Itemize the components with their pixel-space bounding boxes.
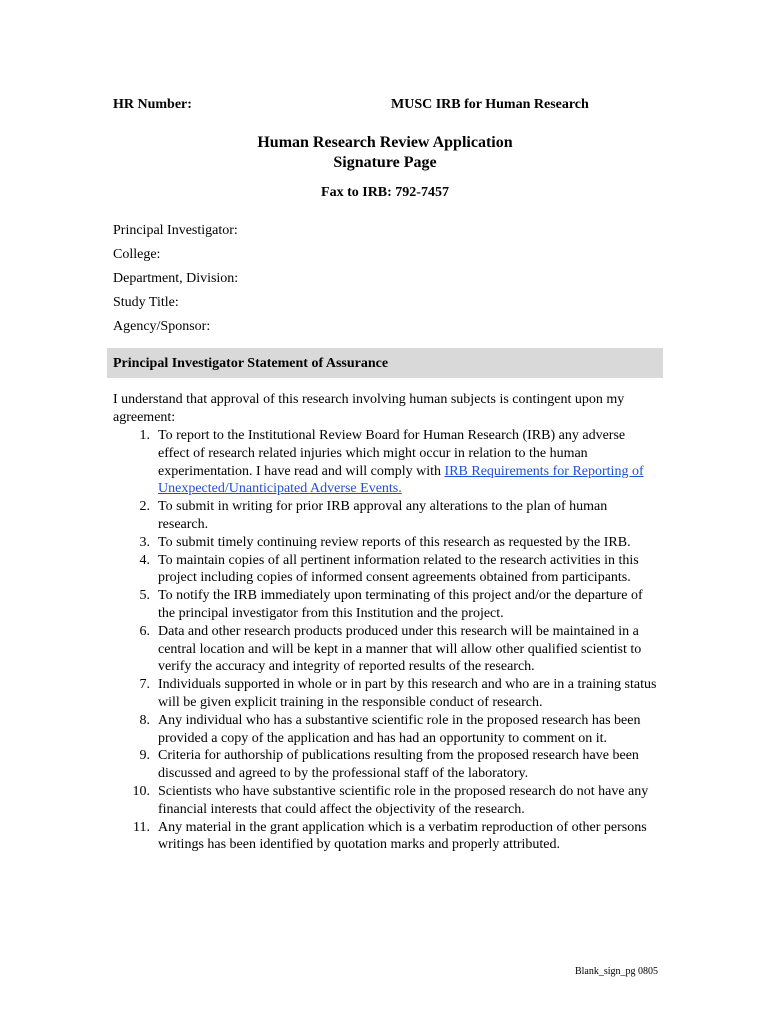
item-number: 3. [139,534,150,550]
item-text: To report to the Institutional Review Board for Human Research (IRB) any adverse effect of research related injuries which might occur in relation to the human experimentation. I have read and will comply with [158,428,626,479]
college-label: College: [113,247,161,262]
principal-investigator-label: Principal Investigator: [113,223,238,238]
item-text: Individuals supported in whole or in part by this research and who are in a training status will be given explicit training in the responsible conduct of research. [158,677,657,710]
item-number: 8. [139,712,150,728]
list-item [113,427,658,498]
item-number: 1. [139,428,150,443]
list-item [113,819,658,855]
list-item [113,534,658,552]
info-fields [113,222,238,342]
title-line-1: Human Research Review Application [257,134,513,151]
item-number: 11. [133,819,150,835]
list-item [113,552,658,588]
list-item [113,587,658,623]
list-item [113,676,658,712]
section-header [107,348,663,378]
study-title-label: Study Title: [113,295,179,310]
item-text: To submit in writing for prior IRB approval any alterations to the plan of human research. [158,499,608,532]
list-item [113,747,658,783]
item-number: 6. [139,623,150,639]
item-text: To notify the IRB immediately upon terminating of this project and/or the departure of the principal investigator from this Institution and the project. [158,588,643,621]
irb-requirements-link[interactable]: IRB Requirements for Reporting of Unexpected/Unanticipated Adverse Events. [158,463,644,497]
item-text: To maintain copies of all pertinent information related to the research activities in this project including copies of informed consent agreements obtained from participants. [158,552,639,586]
item-text: Any material in the grant application which is a verbatim reproduction of other persons writings has been identified by quotation marks and properly attributed. [158,819,647,853]
item-text: Any individual who has a substantive scientific role in the proposed research has been provided a copy of the application and has had an opportunity to comment on it. [158,712,641,746]
list-item [113,783,658,819]
item-text: Data and other research products produced under this research will be maintained in a central location and will be kept in a manner that will allow other qualified scientist to verify the accuracy and integrity of reported results of the research. [158,623,642,675]
fax-number: Fax to IRB: 792-7457 [321,185,449,200]
intro-paragraph: I understand that approval of this research involving human subjects is contingent upon my agreement: [113,392,625,425]
item-number: 9. [139,748,150,764]
item-text: Criteria for authorship of publications resulting from the proposed research have been discussed and agreed to by the professional staff of the laboratory. [158,748,639,782]
assurance-list [113,427,658,854]
list-item [113,623,658,676]
title-line-2: Signature Page [333,154,437,171]
agency-sponsor-label: Agency/Sponsor: [113,319,211,334]
list-item [113,498,658,534]
item-text: To submit timely continuing review reports of this research as requested by the IRB. [158,534,631,550]
organization-name: MUSC IRB for Human Research [391,97,589,112]
item-number: 7. [139,677,150,693]
footer-code: Blank_sign_pg 0805 [574,966,658,977]
list-item [113,712,658,748]
item-number: 5. [139,588,150,604]
hr-number-label: HR Number: [113,97,192,112]
department-division-label: Department, Division: [113,271,239,286]
item-number: 4. [139,552,150,568]
section-title: Principal Investigator Statement of Assurance [113,356,389,371]
page-title [0,133,770,173]
item-number: 2. [139,499,150,515]
item-number: 10. [132,783,150,799]
item-text: Scientists who have substantive scientific role in the proposed research do not have any financial interests that could affect the objectivity of the research. [158,783,649,817]
